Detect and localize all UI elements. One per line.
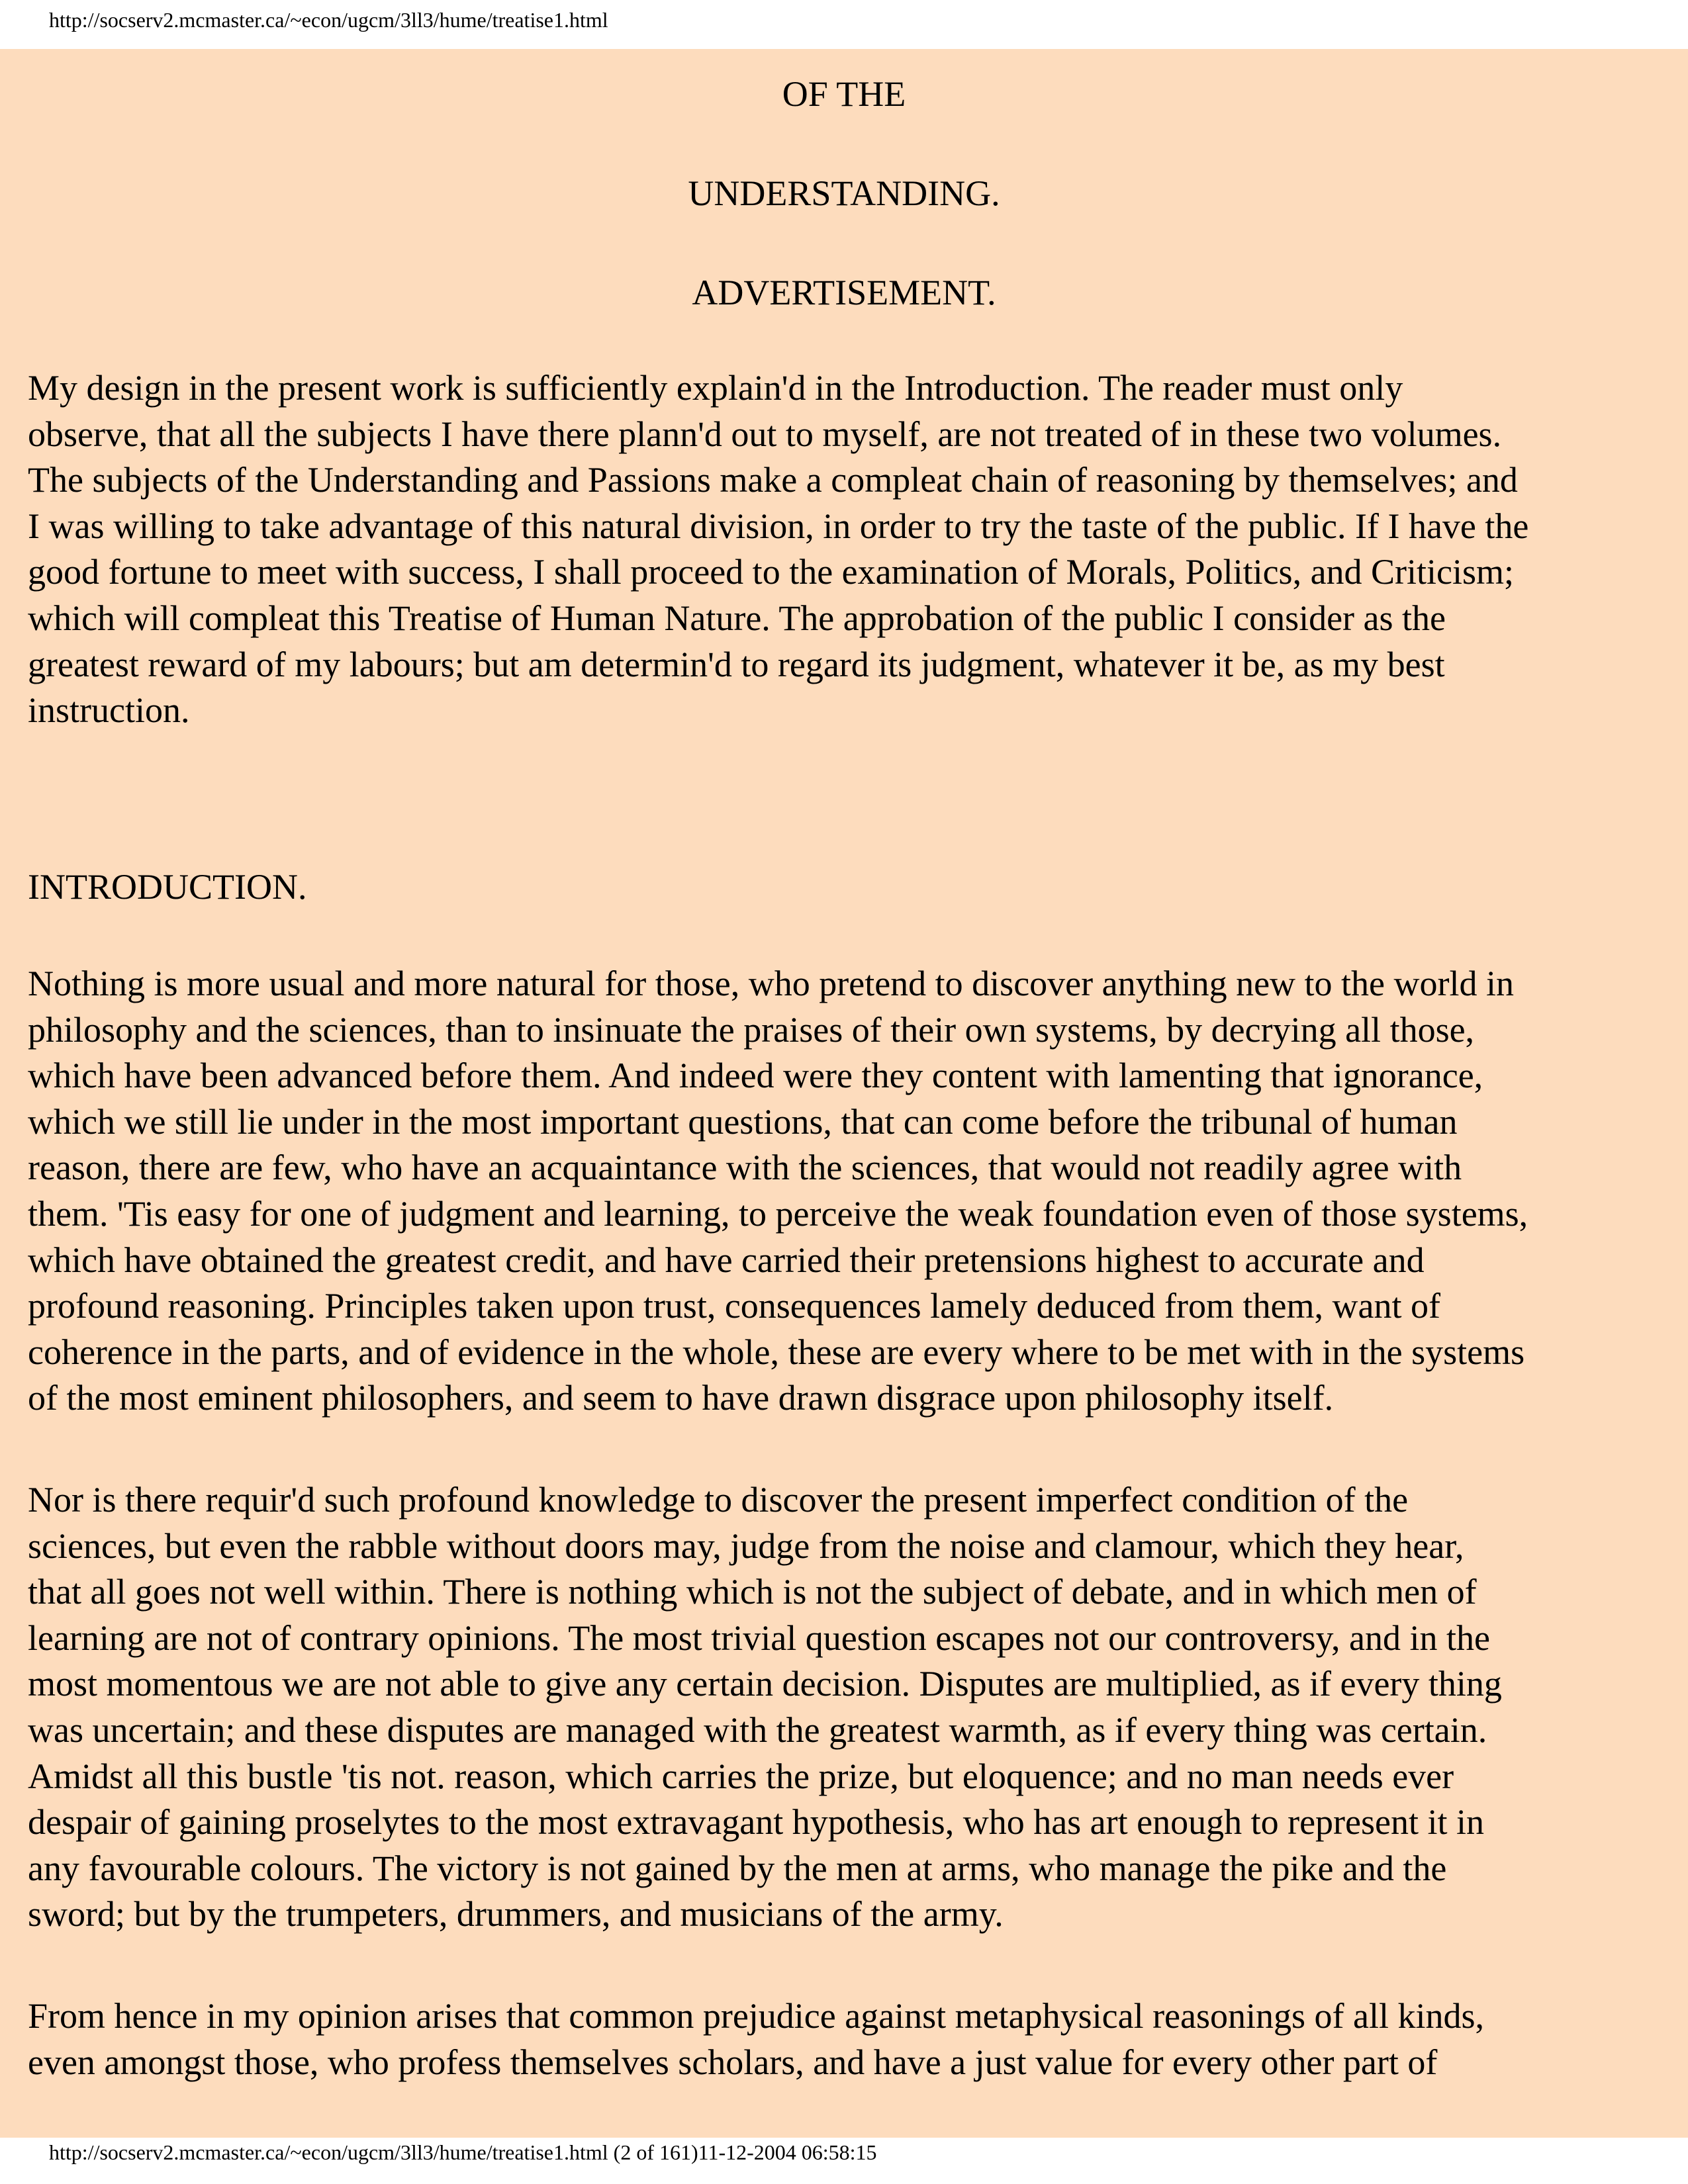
text-line: profound reasoning. Principles taken upon trust, consequences lamely deduced from them, want of	[28, 1286, 1440, 1326]
text-line: which will compleat this Treatise of Human Nature. The approbation of the public I consider as the	[28, 598, 1446, 638]
text-line: Amidst all this bustle 'tis not. reason, which carries the prize, but eloquence; and no man needs ever	[28, 1756, 1454, 1796]
advertisement-paragraph	[28, 365, 1669, 734]
text-line: which we still lie under in the most important questions, that can come before the tribunal of human	[28, 1101, 1458, 1142]
text-line: Nor is there requir'd such profound knowledge to discover the present imperfect condition of the	[28, 1480, 1409, 1520]
page-body	[0, 49, 1688, 2138]
text-line: which have been advanced before them. And indeed were they content with lamenting that ignorance,	[28, 1056, 1483, 1096]
text-line: learning are not of contrary opinions. The most trivial question escapes not our controversy, and in the	[28, 1617, 1490, 1658]
text-line: that all goes not well within. There is nothing which is not the subject of debate, and in which men of	[28, 1572, 1477, 1612]
introduction-title: INTRODUCTION.	[28, 867, 307, 907]
text-line: despair of gaining proselytes to the most extravagant hypothesis, who has art enough to represent it in	[28, 1802, 1484, 1843]
text-line: My design in the present work is sufficiently explain'd in the Introduction. The reader must only	[28, 368, 1403, 408]
text-line: instruction.	[28, 690, 190, 731]
text-line: any favourable colours. The victory is not gained by the men at arms, who manage the pike and the	[28, 1848, 1447, 1888]
text-line: most momentous we are not able to give any certain decision. Disputes are multiplied, as if every thing	[28, 1664, 1502, 1704]
text-line: good fortune to meet with success, I shall proceed to the examination of Morals, Politics, and Criticism;	[28, 552, 1515, 592]
text-line: observe, that all the subjects I have there plann'd out to myself, are not treated of in these two volumes.	[28, 414, 1502, 454]
text-line: Nothing is more usual and more natural for those, who pretend to discover anything new to the world in	[28, 964, 1515, 1003]
text-line: sciences, but even the rabble without doors may, judge from the noise and clamour, which they hear,	[28, 1525, 1464, 1566]
text-line: sword; but by the trumpeters, drummers, and musicians of the army.	[28, 1894, 1004, 1934]
text-line: greatest reward of my labours; but am determin'd to regard its judgment, whatever it be, as my best	[28, 644, 1445, 684]
text-line: coherence in the parts, and of evidence in the whole, these are every where to be met with in the systems	[28, 1332, 1525, 1372]
text-line: philosophy and the sciences, than to insinuate the praises of their own systems, by decrying all those,	[28, 1009, 1475, 1050]
text-line: I was willing to take advantage of this natural division, in order to try the taste of the public. If I have the	[28, 506, 1529, 546]
text-line: From hence in my opinion arises that common prejudice against metaphysical reasonings of all kinds,	[28, 1996, 1484, 2036]
text-line: which have obtained the greatest credit, and have carried their pretensions highest to accurate and	[28, 1240, 1425, 1280]
heading-of-the: OF THE	[782, 74, 906, 114]
introduction-paragraph-1	[28, 961, 1669, 1422]
text-line: even amongst those, who profess themselves scholars, and have a just value for every other part of	[28, 2042, 1438, 2082]
heading-advertisement: ADVERTISEMENT.	[692, 273, 996, 312]
text-line: The subjects of the Understanding and Passions make a compleat chain of reasoning by themselves; and	[28, 460, 1518, 500]
header-url: http://socserv2.mcmaster.ca/~econ/ugcm/3ll3/hume/treatise1.html	[49, 8, 608, 32]
text-line: reason, there are few, who have an acquaintance with the sciences, that would not readily agree with	[28, 1148, 1462, 1188]
text-line: them. 'Tis easy for one of judgment and learning, to perceive the weak foundation even of those systems,	[28, 1193, 1528, 1234]
heading-understanding: UNDERSTANDING.	[688, 173, 1000, 213]
introduction-paragraph-2	[28, 1477, 1669, 1938]
introduction-paragraph-3	[28, 1993, 1669, 2085]
text-line: was uncertain; and these disputes are managed with the greatest warmth, as if every thing was certain.	[28, 1709, 1487, 1750]
text-line: of the most eminent philosophers, and seem to have drawn disgrace upon philosophy itself.	[28, 1378, 1334, 1418]
footer-url: http://socserv2.mcmaster.ca/~econ/ugcm/3ll3/hume/treatise1.html (2 of 161)11-12-2004 06:58:15	[49, 2140, 877, 2164]
